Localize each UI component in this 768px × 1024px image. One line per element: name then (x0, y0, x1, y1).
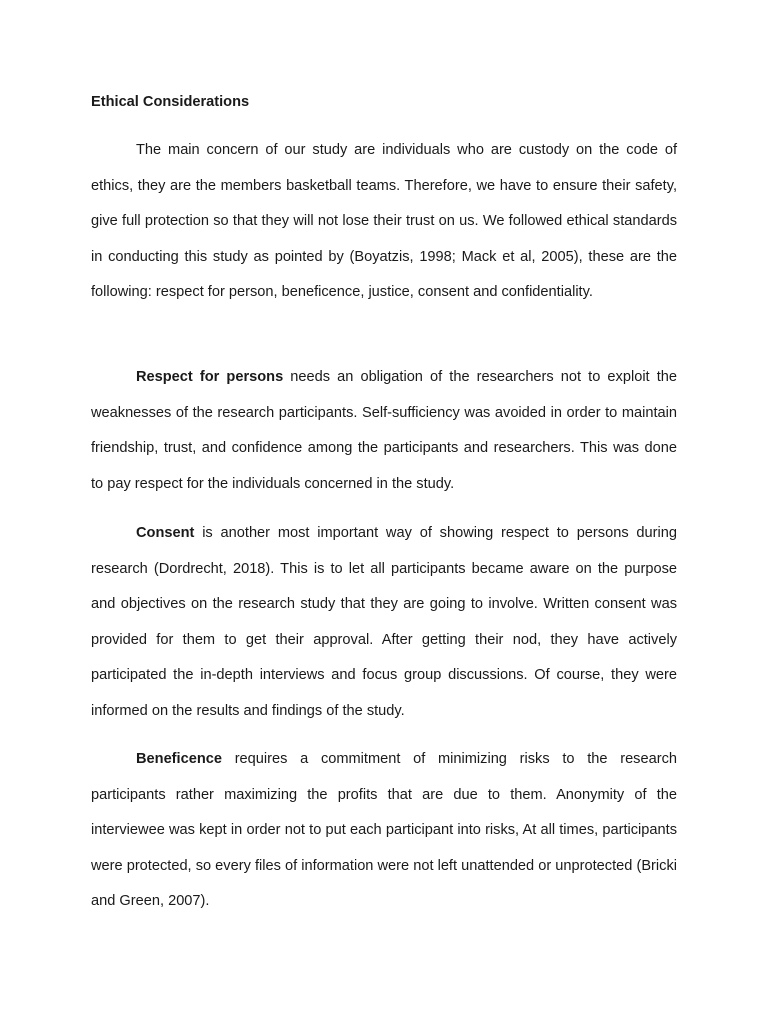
paragraph-text: needs an obligation of the researchers not to exploit the weaknesses of the research participants. Self-sufficiency was avoided in order to maintain friendship, trust, and confidence among the participants and researchers. This was done to pay respect for the individuals concerned in the study. (91, 369, 677, 492)
paragraph-text: requires a commitment of minimizing risks to the research participants rather maximizing the profits that are due to them. Anonymity of the interviewee was kept in order not to put each participant into risks, At all times, participants were protected, so every files of information were not left unattended or unprotected (Bricki and Green, 2007). (91, 751, 677, 910)
paragraph-text: is another most important way of showing respect to persons during research (Dordrecht, 2018). This is to let all participants became aware on the purpose and objectives on the research study that they are going to involve. Written consent was provided for them to get their approval. After getting their nod, they have actively participated the in-depth interviews and focus group discussions. Of course, they were informed on the results and findings of the study. (91, 525, 677, 719)
paragraph-intro (91, 133, 677, 311)
paragraph-respect-for-persons (91, 360, 677, 502)
paragraph-lead-term: Beneficence (136, 751, 222, 767)
paragraph-lead-term: Consent (136, 525, 195, 541)
paragraph-consent (91, 516, 677, 730)
section-heading: Ethical Considerations (91, 94, 250, 110)
paragraph-beneficence (91, 742, 677, 920)
paragraph-text: The main concern of our study are individuals who are custody on the code of ethics, they are the members basketball teams. Therefore, we have to ensure their safety, give full protection so that they will not lose their trust on us. We followed ethical standards in conducting this study as pointed by (Boyatzis, 1998; Mack et al, 2005), these are the following: respect for person, beneficence, justice, consent and confidentiality. (91, 142, 677, 301)
paragraph-lead-term: Respect for persons (136, 369, 284, 385)
